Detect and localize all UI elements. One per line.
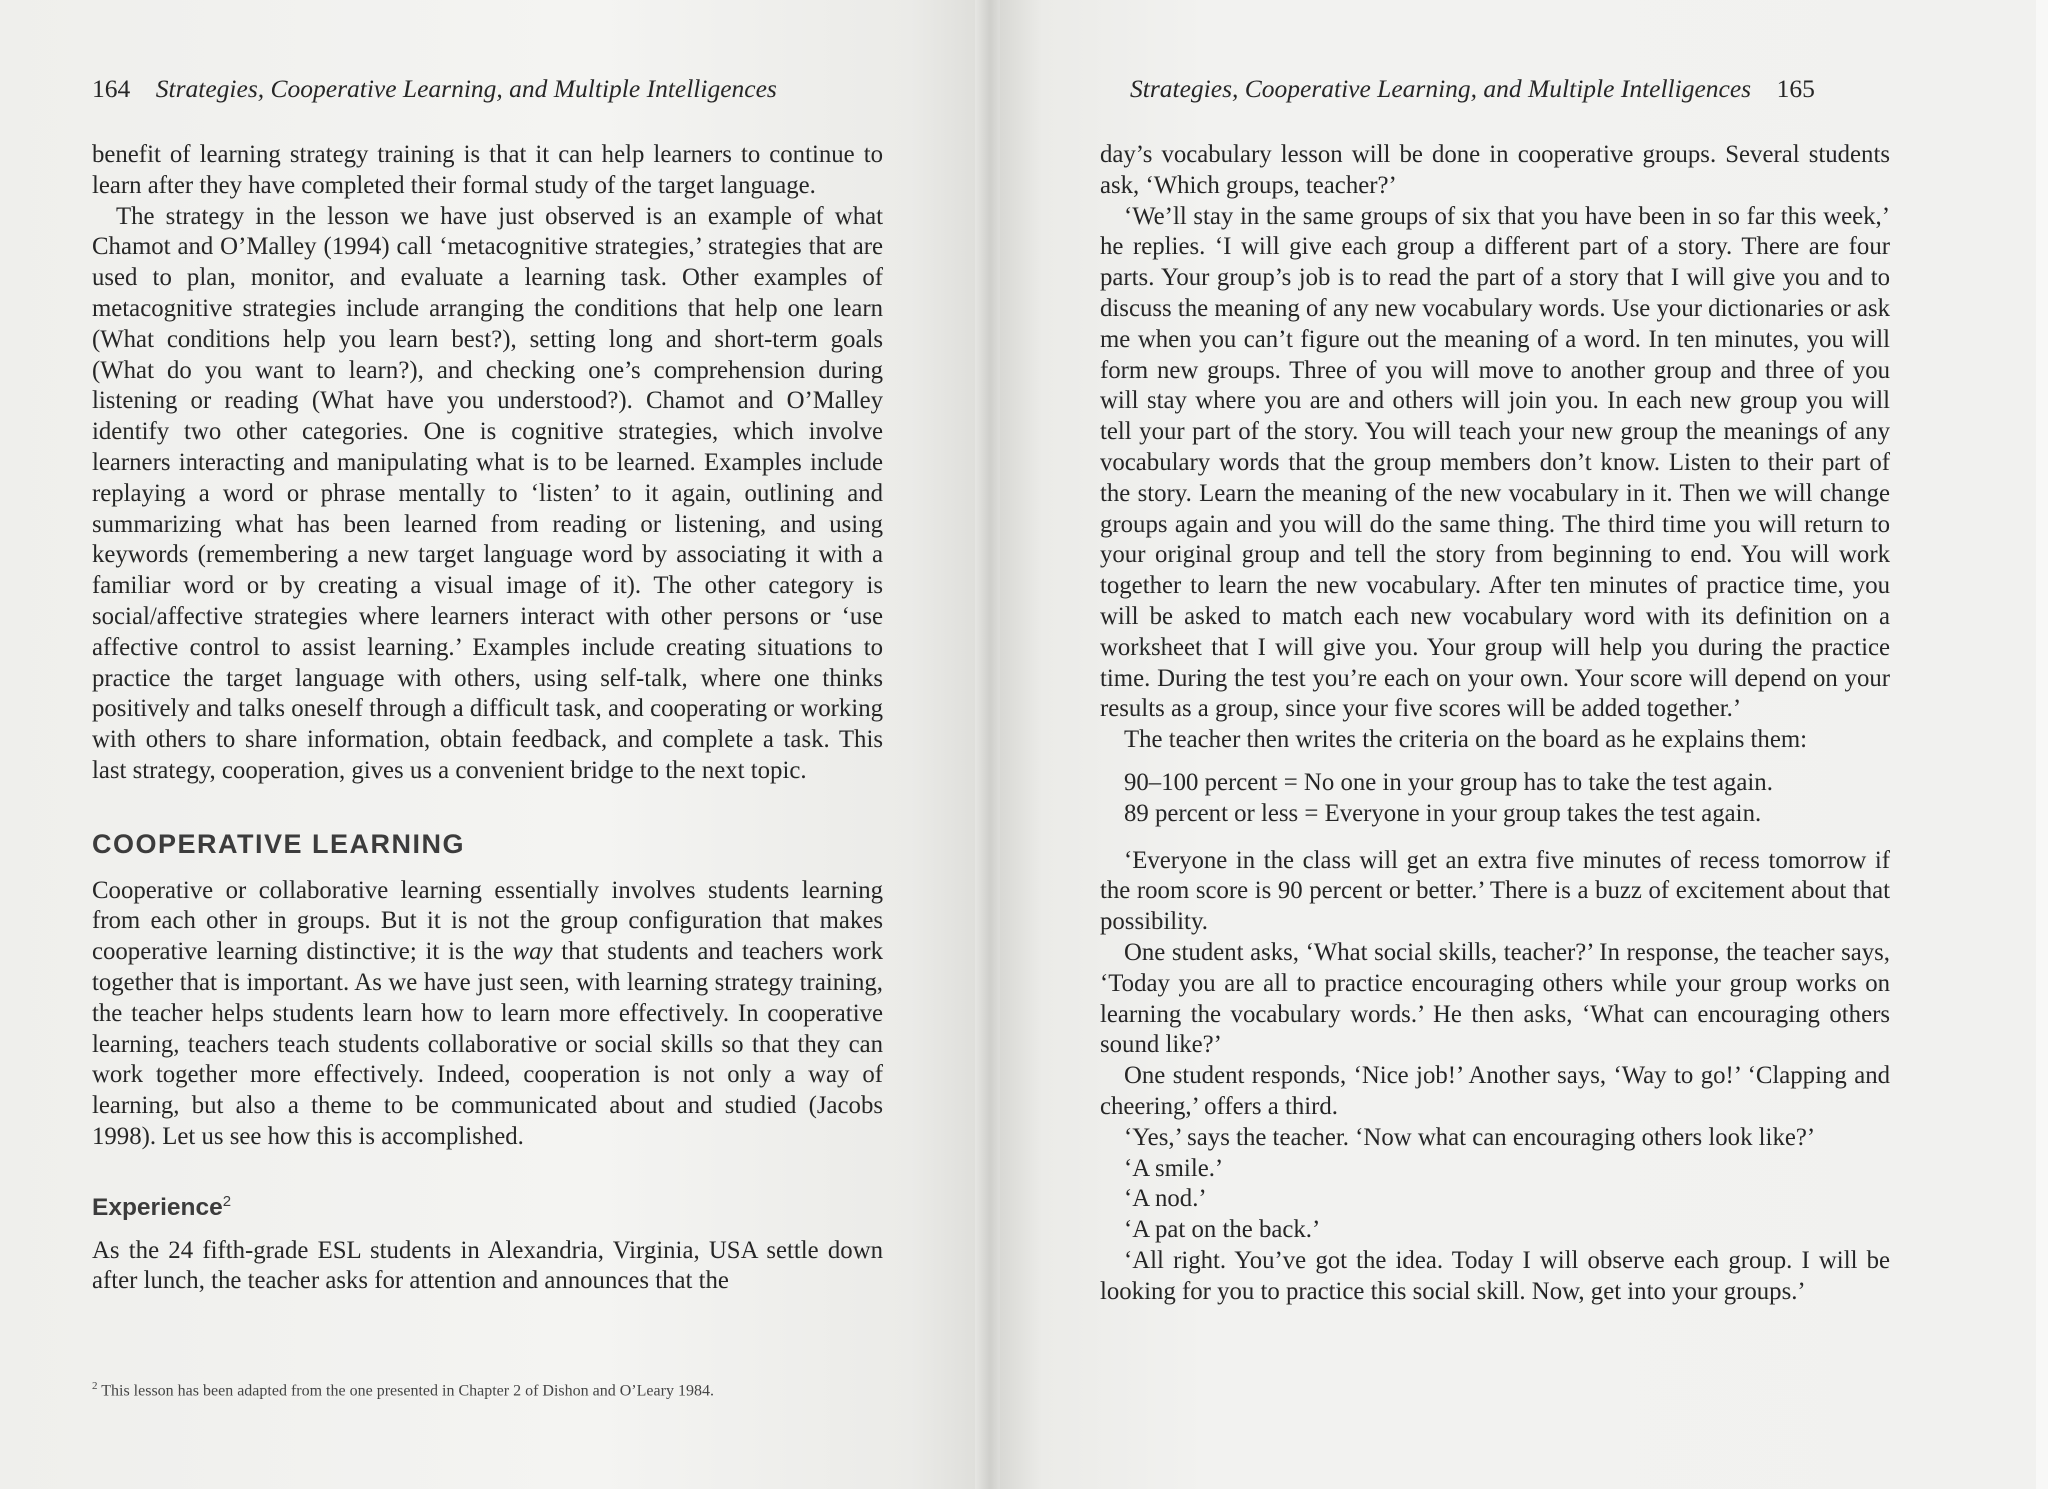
left-body-text (92, 140, 883, 1297)
subheading: Experience$^2$ (92, 1192, 232, 1221)
criteria-item: 89 percent or less = Everyone in your group takes the test again. (1124, 799, 1762, 827)
left-page (0, 0, 990, 1489)
paragraph: ‘Yes,’ says the teacher. ‘Now what can encouraging others look like?’ (1124, 1123, 1816, 1151)
left-running-title: Strategies, Cooperative Learning, and Multiple Intelligences (155, 74, 777, 103)
right-page-number: 165 (1776, 74, 1815, 103)
footnote-number: 2 (92, 1380, 98, 1392)
right-page (1000, 0, 2048, 1489)
paragraph: ‘We’ll stay in the same groups of six that you have been in so far this week,’ he replies. ‘I will give each group a different part of a story. There are four parts. Your group’s job is to read the part of a story that I will give you and to discuss the meaning of any new vocabulary words. Use your dictionaries or ask me when you can’t figure out the meaning of a word. In ten minutes, you will form new groups. Three of you will move to another group and three of you will stay where you are and others will join you. In each new group you will tell your part of the story. You will teach your new group the meanings of any vocabulary words that the group members don’t know. Listen to their part of the story. Learn the meaning of the new vocabulary in it. Then we will change groups again and you will do the same thing. The third time you will return to your original group and tell the story from beginning to end. You will work together to learn the new vocabulary. After ten minutes of practice time, you will be asked to match each new vocabulary word with its definition on a worksheet that I will give you. Your group will help you during the practice time. During the test you’re each on your own. Your score will depend on your results as a group, since your five scores will be added together.’ (1100, 202, 1890, 723)
right-running-header (1130, 74, 1815, 104)
paragraph: ‘A pat on the back.’ (1124, 1216, 1321, 1244)
left-page-number: 164 (92, 74, 131, 103)
footnote (92, 1376, 883, 1401)
emphasis: way (512, 938, 553, 966)
paragraph: One student asks, ‘What social skills, teacher?’ In response, the teacher says, ‘Today you are all to practice encouraging others while your group works on learning the vocabulary words.’ He then asks, ‘What can encouraging others sound like?’ (1100, 938, 1890, 1059)
criteria-list (1124, 768, 1890, 830)
paragraph: One student responds, ‘Nice job!’ Another says, ‘Way to go!’ ‘Clapping and cheering,’ offers a third. (1100, 1062, 1890, 1120)
section-heading: COOPERATIVE LEARNING (92, 828, 466, 859)
paragraph: The teacher then writes the criteria on the board as he explains them: (1124, 726, 1808, 754)
left-running-header (92, 74, 777, 104)
paragraph: day’s vocabulary lesson will be done in cooperative groups. Several students ask, ‘Which groups, teacher?’ (1100, 141, 1890, 199)
paragraph: ‘All right. You’ve got the idea. Today I will observe each group. I will be looking for you to practice this social skill. Now, get into your groups.’ (1100, 1246, 1890, 1305)
page-edge (2036, 0, 2048, 1489)
paragraph: ‘Everyone in the class will get an extra five minutes of recess tomorrow if the room score is 90 percent or better.’ There is a buzz of excitement about that possibility. (1100, 846, 1890, 936)
paragraph: ‘A smile.’ (1124, 1154, 1224, 1182)
paragraph: The strategy in the lesson we have just observed is an example of what Chamot and O’Malley (1994) call ‘metacognitive strategies,’ strategies that are used to plan, monitor, and evaluate a learning task. Other examples of metacognitive strategies include arranging the conditions that help one learn (What conditions help you learn best?), setting long and short-term goals (What do you want to learn?), and checking one’s comprehension during listening or reading (What have you understood?). Chamot and O’Malley identify two other categories. One is cognitive strategies, which involve learners interacting and manipulating what is to be learned. Examples include replaying a word or phrase mentally to ‘listen’ to it again, outlining and summarizing what has been learned from reading or listening, and using keywords (remembering a new target language word by associating it with a familiar word or by creating a visual image of it). The other category is social/affective strategies where learners interact with other persons or ‘use affective control to assist learning.’ Examples include creating situations to practice the target language with others, using self-talk, where one thinks positively and talks oneself through a difficult task, and cooperating or working with others to share information, obtain feedback, and complete a task. This last strategy, cooperation, gives us a convenient bridge to the next topic. (92, 202, 883, 784)
paragraph: Cooperative or collaborative learning essentially involves students learning from each other in groups. But it is not the group configuration that makes cooperative learning distinctive; it is the way that students and teachers work together that is important. As we have just seen, with learning strategy training, the teacher helps students learn how to learn more effectively. In cooperative learning, teachers teach students collaborative or social skills so that they can work together more effectively. Indeed, cooperation is not only a way of learning, but also a theme to be communicated about and studied (Jacobs 1998). Let us see how this is accomplished. (92, 876, 883, 1150)
right-body-text (1100, 140, 1890, 1307)
paragraph: As the 24 fifth-grade ESL students in Alexandria, Virginia, USA settle down after lunch, the teacher asks for attention and announces that the (92, 1236, 883, 1295)
paragraph: ‘A nod.’ (1124, 1185, 1207, 1213)
footnote-marker: 2 (222, 1192, 232, 1210)
footnote-text: This lesson has been adapted from the one presented in Chapter 2 of Dishon and O’Leary 1984. (101, 1382, 714, 1400)
right-running-title: Strategies, Cooperative Learning, and Multiple Intelligences (1130, 74, 1752, 103)
paragraph: benefit of learning strategy training is that it can help learners to continue to learn after they have completed their formal study of the target language. (92, 141, 883, 199)
criteria-item: 90–100 percent = No one in your group has to take the test again. (1124, 768, 1773, 796)
